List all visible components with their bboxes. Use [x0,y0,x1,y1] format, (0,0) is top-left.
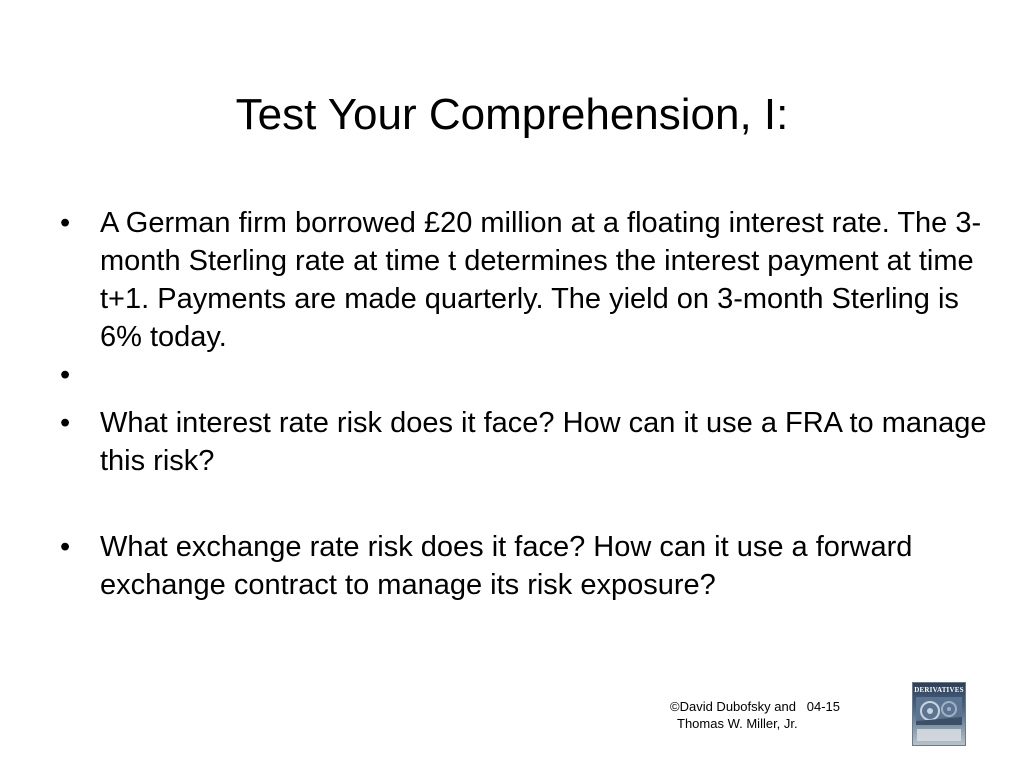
footer-credit [670,698,840,732]
bullet-dot-icon: • [60,407,71,439]
book-cover-image [912,682,966,746]
bullet-item [60,356,990,394]
bullet-item [60,528,990,604]
book-cover-illustration-icon [916,697,962,725]
footer-copyright: ©David Dubofsky and 04-15 [670,699,841,714]
book-cover-strip [917,729,961,741]
footer-author: Thomas W. Miller, Jr. [677,716,798,731]
slide-title: Test Your Comprehension, I: [235,90,789,139]
book-cover-title: DERIVATIVES [914,686,964,694]
bullet-text: What exchange rate risk does it face? How can it use a forward exchange contract to manage its risk exposure? [100,531,913,601]
bullet-text: What interest rate risk does it face? How can it use a FRA to manage this risk? [100,407,987,477]
bullet-item [60,204,990,356]
bullet-dot-icon: • [60,531,71,563]
bullet-dot-icon: • [60,207,71,239]
bullet-dot-icon: • [60,359,71,391]
bullet-text: A German firm borrowed £20 million at a floating interest rate. The 3-month Sterling rate at time t determines the interest payment at time t+1. Payments are made quarterly. The yield on 3-month Sterling is 6% today. [100,207,982,353]
bullet-item [60,404,990,480]
bullet-list [60,204,990,604]
